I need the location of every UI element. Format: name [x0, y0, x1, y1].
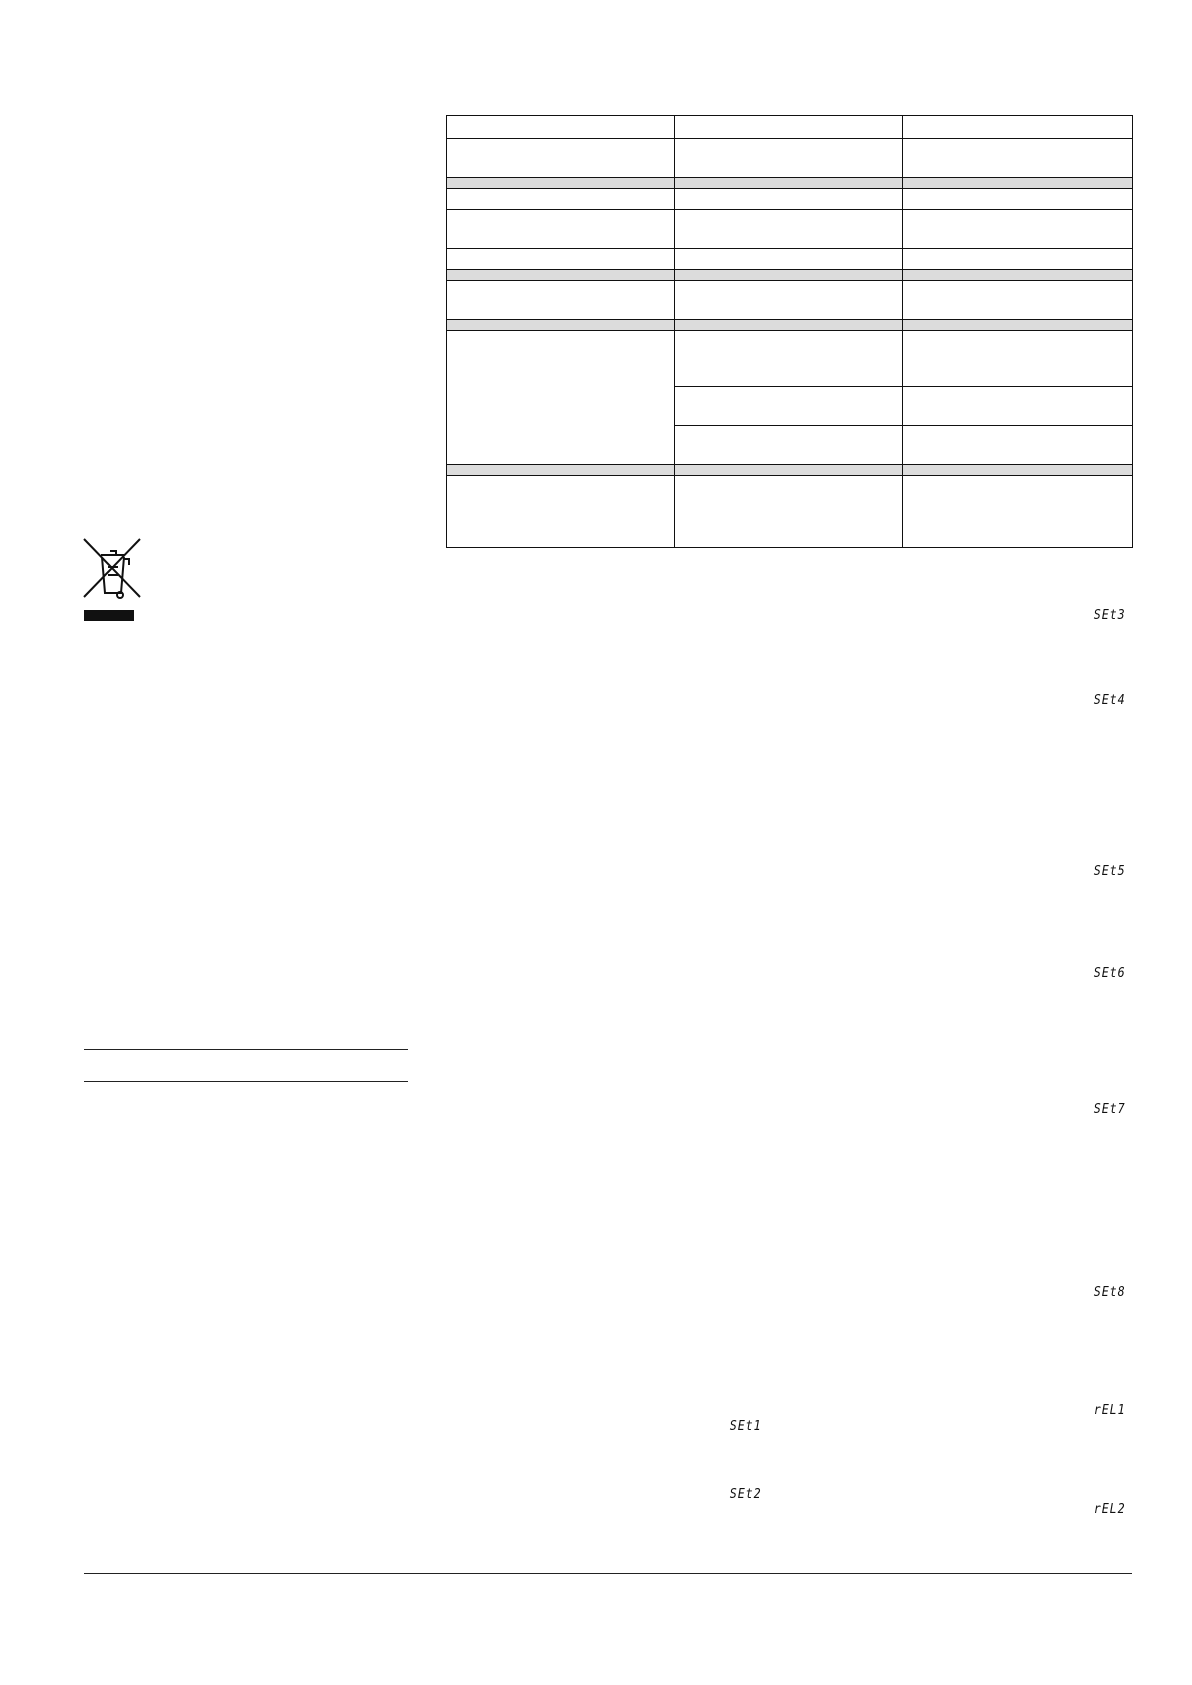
specification-table	[446, 115, 1132, 553]
display-code-rel2: rEL2	[1093, 1502, 1126, 1517]
section-rule-top	[84, 1049, 408, 1050]
table-separator-row	[447, 465, 1133, 476]
table-separator-row	[447, 320, 1133, 331]
display-code-set4: SEt4	[1093, 693, 1126, 708]
display-code-set5: SEt5	[1093, 864, 1126, 879]
display-code-set6: SEt6	[1093, 966, 1126, 981]
table-row	[447, 281, 1133, 320]
display-code-set2: SEt2	[729, 1487, 762, 1502]
display-code-set8: SEt8	[1093, 1285, 1126, 1300]
table-row	[447, 189, 1133, 210]
table-row	[447, 210, 1133, 249]
display-code-rel1: rEL1	[1093, 1403, 1126, 1418]
table-row	[447, 331, 1133, 387]
footer-rule	[84, 1573, 1132, 1574]
table-row	[447, 249, 1133, 270]
section-rule-bottom	[84, 1081, 408, 1082]
display-code-set7: SEt7	[1093, 1102, 1126, 1117]
table-row	[447, 139, 1133, 178]
table-row	[447, 476, 1133, 548]
display-code-set1: SEt1	[729, 1419, 762, 1434]
table-separator-row	[447, 178, 1133, 189]
display-code-set3: SEt3	[1093, 608, 1126, 623]
table-row	[447, 116, 1133, 139]
weee-bin-icon	[82, 537, 144, 623]
table-separator-row	[447, 270, 1133, 281]
